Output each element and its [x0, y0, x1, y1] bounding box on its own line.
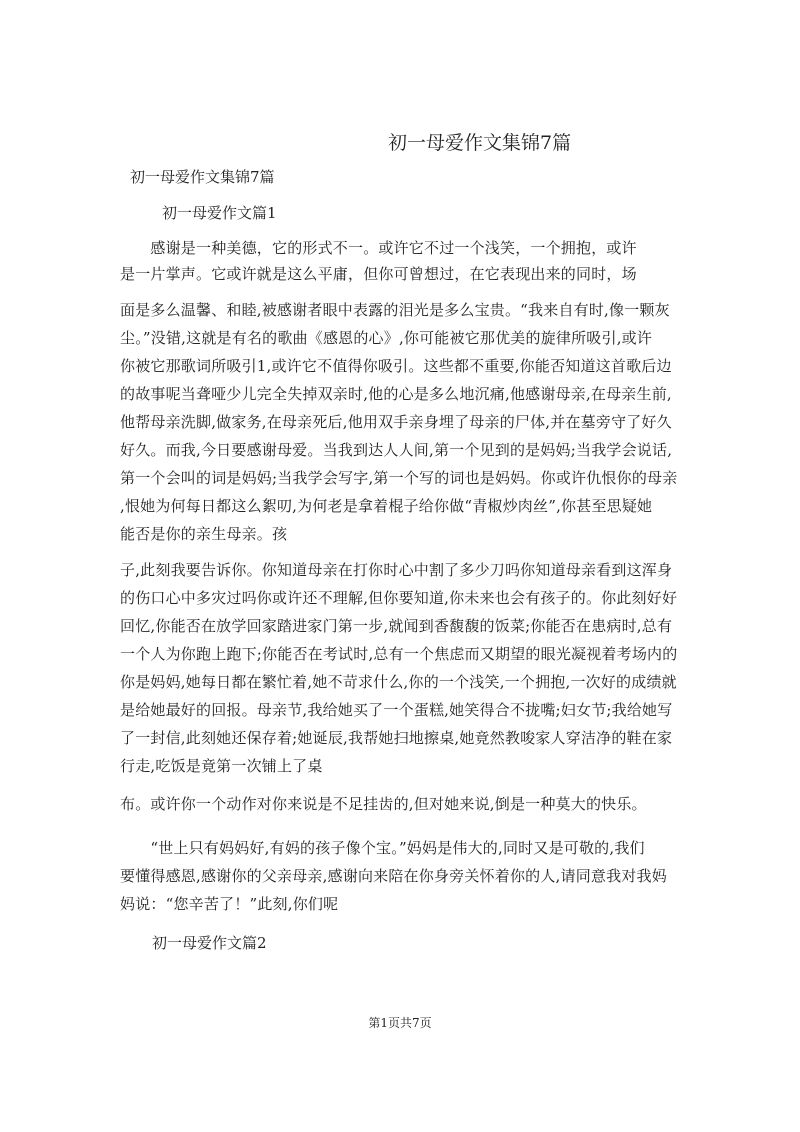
text-line: 行走,吃饭是竟第一次铺上了桌 [120, 757, 323, 775]
text-line: 他帮母亲洗脚,做家务,在母亲死后,他用双手亲身埋了母亲的尸体,并在墓旁守了好久 [120, 413, 672, 431]
text-line: 子,此刻我要告诉你。你知道母亲在打你时心中割了多少刀吗你知道母亲看到这浑身 [120, 561, 673, 579]
page-footer: 第1页共7页 [368, 1016, 432, 1030]
text-line: 要懂得感恩,感谢你的父亲母亲,感谢向来陪在你身旁关怀着你的人,请同意我对我妈 [120, 867, 667, 885]
document-subtitle: 初一母爱作文集锦7篇 [130, 168, 275, 186]
section-heading-2: 初一母爱作文篇2 [152, 934, 267, 952]
text-line: 面是多么温馨、和睦,被感谢者眼中表露的泪光是多么宝贵。“我来自有时,像一颗灰 [120, 301, 670, 319]
text-line: 布。或许你一个动作对你来说是不足挂齿的,但对她来说,倒是一种莫大的快乐。 [120, 795, 647, 813]
text-line: 的故事呢当聋哑少儿完全失掉双亲时,他的心是多么地沉痛,他感谢母亲,在母亲生前, [120, 385, 672, 403]
text-line: 的伤口心中多灾过吗你或许还不理解,但你要知道,你未来也会有孩子的。你此刻好好 [120, 589, 678, 607]
text-line: 尘。”没错,这就是有名的歌曲《感恩的心》,你可能被它那优美的旋律所吸引,或许 [120, 329, 653, 347]
text-line: 是给她最好的回报。母亲节,我给她买了一个蛋糕,她笑得合不拢嘴;妇女节;我给她写 [120, 701, 673, 719]
text-line: 第一个会叫的词是妈妈;当我学会写字,第一个写的词也是妈妈。你或许仇恨你的母亲 [120, 469, 678, 487]
text-line: 妈说：“您辛苦了！”此刻,你们呢 [120, 895, 339, 913]
text-line: 你是妈妈,她每日都在繁忙着,她不苛求什么,你的一个浅笑,一个拥抱,一次好的成绩就 [120, 673, 677, 691]
text-line: 了一封信,此刻她还保存着;她诞辰,我帮她扫地擦桌,她竟然教唆家人穿洁净的鞋在家 [120, 729, 673, 747]
text-line: 是一片掌声。它或许就是这么平庸，但你可曾想过，在它表现出来的同时，场 [120, 265, 637, 283]
section-heading-1: 初一母爱作文篇1 [162, 204, 277, 222]
text-line: 好久。而我,今日要感谢母爱。当我到达人人间,第一个见到的是妈妈;当我学会说话, [120, 441, 673, 459]
document-title: 初一母爱作文集锦7篇 [388, 132, 572, 154]
text-line: ,恨她为何每日都这么絮叨,为何老是拿着棍子给你做“青椒炒肉丝”,你甚至思疑她 [120, 497, 653, 515]
text-line: 感谢是一种美德，它的形式不一。或许它不过一个浅笑，一个拥抱，或许 [120, 239, 637, 257]
text-line: “世上只有妈妈好,有妈的孩子像个宝。”妈妈是伟大的,同时又是可敬的,我们 [120, 839, 645, 857]
text-line: 你被它那歌词所吸引1,或许它不值得你吸引。这些都不重要,你能否知道这首歌后边 [120, 357, 672, 375]
text-line: 一个人为你跑上跑下;你能否在考试时,总有一个焦虑而又期望的眼光凝视着考场内的 [120, 645, 678, 663]
text-line: 回忆,你能否在放学回家踏进家门第一步,就闻到香馥馥的饭菜;你能否在患病时,总有 [120, 617, 673, 635]
text-line: 能否是你的亲生母亲。孩 [120, 525, 288, 543]
